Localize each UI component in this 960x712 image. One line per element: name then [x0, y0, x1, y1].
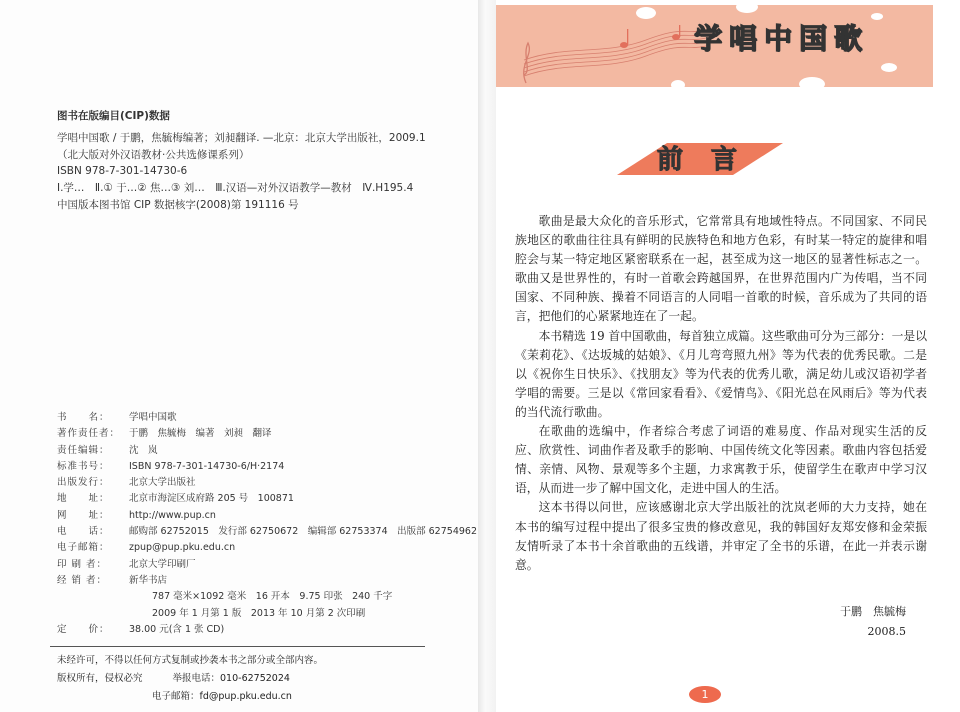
colophon-key: 责任编辑：: [57, 444, 110, 456]
cip-line: 中国版本图书馆 CIP 数据核字(2008)第 191116 号: [57, 198, 299, 211]
colophon-row: [57, 557, 477, 573]
colophon-value: 北京大学印刷厂: [129, 558, 196, 570]
colophon-row: [57, 443, 477, 459]
colophon-value: ISBN 978-7-301-14730-6/H·2174: [129, 460, 285, 472]
colophon-key: 电子邮箱：: [57, 542, 110, 554]
copyright-footer: [57, 652, 323, 706]
colophon-value: zpup@pup.pku.edu.cn: [129, 542, 236, 554]
colophon-key: 电 话：: [57, 526, 110, 538]
music-staff-icon: [516, 25, 706, 85]
colophon-value: 邮购部 62752015 发行部 62750672 编辑部 62753374 出版部 62754962: [129, 526, 477, 538]
header-banner: [496, 5, 933, 87]
colophon-key: 经 销 者：: [57, 574, 108, 586]
colophon-value: http://www.pup.cn: [129, 509, 216, 521]
colophon-value: 新华书店: [129, 574, 168, 586]
preface-body: [515, 212, 927, 575]
book-title-banner: 学唱中国歌: [694, 22, 870, 55]
date: 2008.5: [867, 625, 906, 638]
divider: [50, 646, 425, 647]
rights: 版权所有，侵权必究: [57, 673, 143, 684]
colophon-value: 沈 岚: [129, 444, 158, 456]
colophon-row: [57, 491, 477, 507]
preface-title: 前言: [657, 145, 766, 175]
signature: [816, 602, 906, 642]
colophon-value: 北京大学出版社: [129, 477, 196, 489]
colophon-row: [57, 573, 477, 589]
cip-line: 学唱中国歌 / 于鹏，焦毓梅编著；刘昶翻译. —北京：北京大学出版社，2009.1: [57, 131, 426, 144]
colophon-key: 印 刷 者：: [57, 558, 108, 570]
colophon-row: [57, 622, 477, 638]
cip-line: Ⅰ.学… Ⅱ.① 于…② 焦…③ 刘… Ⅲ.汉语—对外汉语教学—教材 Ⅳ.H195.4: [57, 182, 414, 195]
cip-block: [57, 108, 426, 214]
colophon-row: [57, 540, 477, 556]
colophon-value: 学唱中国歌: [129, 412, 177, 423]
colophon-key: 出版发行：: [57, 477, 110, 489]
right-page-preface: [496, 0, 960, 712]
colophon-row: [57, 459, 477, 475]
cip-title: 图书在版编目(CIP)数据: [57, 110, 170, 122]
colophon-value: 北京市海淀区成府路 205 号 100871: [129, 493, 294, 505]
paragraph: 本书精选 19 首中国歌曲，每首独立成篇。这些歌曲可分为三部分：一是以《茉莉花》、《达坂城的姑娘》、《月儿弯弯照九州》等为代表的优秀民歌。二是以《祝你生日快乐》、《找朋友》等为代表的优秀儿歌，满足幼儿或汉语初学者学唱的需要。三是以《常回家看看》、《爱情鸟》、《阳光总在风雨后》等为代表的当代流行歌曲。: [515, 328, 927, 419]
authors: 于鹏 焦毓梅: [840, 605, 906, 618]
colophon-key: 网 址：: [57, 509, 110, 521]
spec-line: 787 毫米×1092 毫米 16 开本 9.75 印张 240 千字: [152, 591, 393, 603]
left-page-copyright: [0, 0, 478, 712]
notice: 未经许可，不得以任何方式复制或抄袭本书之部分或全部内容。: [57, 655, 324, 666]
colophon-row: [57, 524, 477, 540]
hotline: 举报电话：010-62752024: [172, 673, 290, 684]
colophon-value: 38.00 元(含 1 张 CD): [129, 623, 225, 635]
colophon-key: 著作责任者：: [57, 428, 121, 440]
paragraph: 在歌曲的选编中，作者综合考虑了词语的难易度、作品对现实生活的反应、欣赏性、词曲作者及歌手的影响、中国传统文化等因素。歌曲内容包括爱情、亲情、风物、景观等多个主题，力求寓教于乐，使留学生在歌声中学习汉语，从而进一步了解中国文化，走进中国人的生活。: [515, 424, 927, 496]
cip-line: （北大版对外汉语教材·公共选修课系列）: [57, 148, 250, 161]
colophon-key: 地 址：: [57, 493, 110, 505]
colophon-value: 于鹏 焦毓梅 编著 刘昶 翻译: [129, 428, 272, 440]
footer-email: 电子邮箱：fd@pup.pku.edu.cn: [152, 691, 292, 702]
colophon-row: [57, 475, 477, 491]
colophon-key: 标准书号：: [57, 460, 110, 472]
spec-line: 2009 年 1 月第 1 版 2013 年 10 月第 2 次印刷: [152, 607, 366, 619]
colophon-row: [57, 508, 477, 524]
preface-heading: [617, 138, 783, 176]
page-number: 1: [689, 686, 721, 703]
cip-line: ISBN 978-7-301-14730-6: [57, 165, 188, 178]
book-gutter: [478, 0, 496, 712]
paragraph: 这本书得以问世，应该感谢北京大学出版社的沈岚老师的大力支持，她在本书的编写过程中提出了很多宝贵的修改意见，我的韩国好友郑安修和金荣振友情听录了本书十余首歌曲的五线谱，并审定了全书的乐谱，在此一并表示谢意。: [515, 500, 927, 572]
paragraph: 歌曲是最大众化的音乐形式，它常常具有地域性特点。不同国家、不同民族地区的歌曲往往具有鲜明的民族特色和地方色彩，有时某一特定的旋律和唱腔会与某一特定地区紧密联系在一起，甚至成为这一地区的显著性标志之一。歌曲又是世界性的，有时一首歌会跨越国界，在世界范围内广为传唱，当不同国家、不同种族、操着不同语言的人同唱一首歌的时候，音乐成为了共同的语言，把他们的心紧紧地连在了一起。: [515, 214, 927, 324]
colophon-key: 书 名：: [57, 412, 110, 423]
colophon-row: [57, 426, 477, 442]
colophon-key: 定 价：: [57, 623, 110, 635]
colophon: [57, 410, 477, 638]
colophon-row: [57, 410, 477, 426]
